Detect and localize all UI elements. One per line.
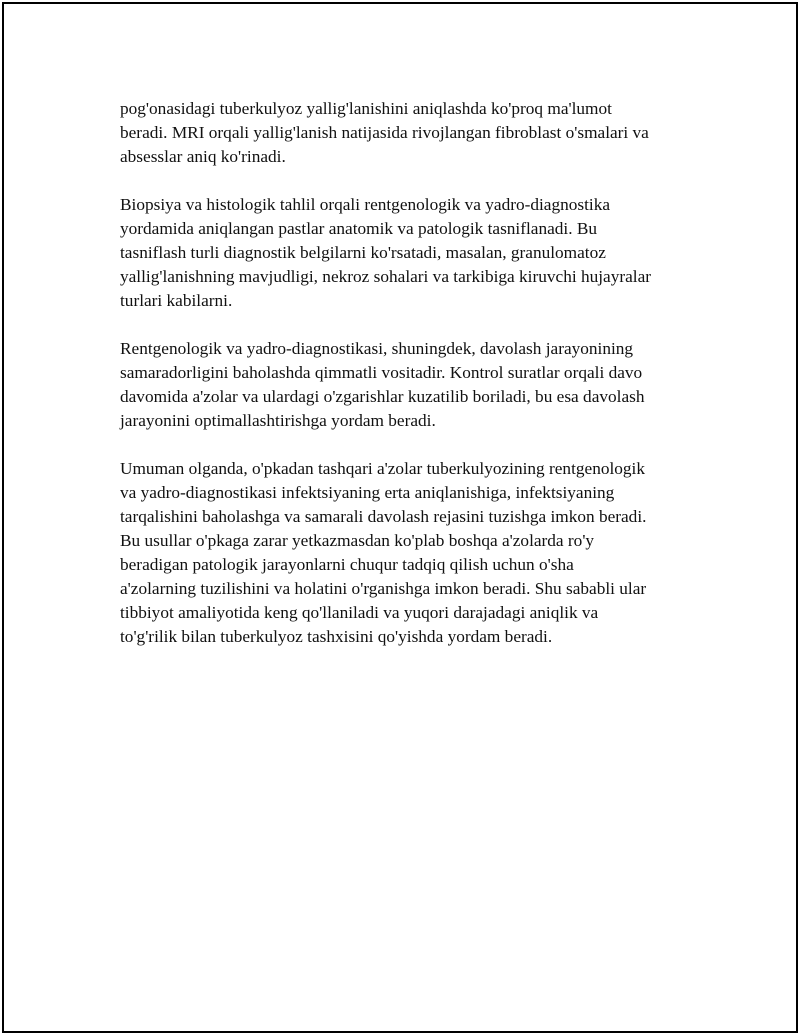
- text-line: yordamida aniqlangan pastlar anatomik va patologik tasniflanadi. Bu: [120, 219, 598, 238]
- paragraph-conclusion: [120, 457, 700, 649]
- text-line: Umuman olganda, o'pkadan tashqari a'zolar tuberkulyozining rentgenologik: [120, 459, 645, 478]
- text-line: Rentgenologik va yadro-diagnostikasi, shuningdek, davolash jarayonining: [120, 339, 634, 358]
- text-line: turlari kabilarni.: [120, 291, 233, 310]
- text-line: beradigan patologik jarayonlarni chuqur tadqiq qilish uchun o'sha: [120, 555, 574, 574]
- text-line: to'g'rilik bilan tuberkulyoz tashxisini qo'yishda yordam beradi.: [120, 627, 553, 646]
- text-line: absesslar aniq ko'rinadi.: [120, 147, 286, 166]
- text-line: samaradorligini baholashda qimmatli vositadir. Kontrol suratlar orqali davo: [120, 363, 643, 382]
- document-body: [120, 97, 700, 673]
- paragraph-mri-findings: [120, 97, 700, 169]
- text-line: Bu usullar o'pkaga zarar yetkazmasdan ko'plab boshqa a'zolarda ro'y: [120, 531, 595, 550]
- text-line: Biopsiya va histologik tahlil orqali rentgenologik va yadro-diagnostika: [120, 195, 611, 214]
- text-line: pog'onasidagi tuberkulyoz yallig'lanishini aniqlashda ko'proq ma'lumot: [120, 99, 612, 118]
- paragraph-biopsy: [120, 193, 700, 313]
- text-line: va yadro-diagnostikasi infektsiyaning erta aniqlanishiga, infektsiyaning: [120, 483, 615, 502]
- text-line: tarqalishini baholashga va samarali davolash rejasini tuzishga imkon beradi.: [120, 507, 647, 526]
- text-line: yallig'lanishning mavjudligi, nekroz sohalari va tarkibiga kiruvchi hujayralar: [120, 267, 652, 286]
- text-line: jarayonini optimallashtirishga yordam beradi.: [120, 411, 436, 430]
- text-line: davomida a'zolar va ulardagi o'zgarishlar kuzatilib boriladi, bu esa davolash: [120, 387, 645, 406]
- document-page: [2, 2, 798, 1033]
- text-line: a'zolarning tuzilishini va holatini o'rganishga imkon beradi. Shu sababli ular: [120, 579, 647, 598]
- text-line: tibbiyot amaliyotida keng qo'llaniladi va yuqori darajadagi aniqlik va: [120, 603, 599, 622]
- text-line: tasniflash turli diagnostik belgilarni ko'rsatadi, masalan, granulomatoz: [120, 243, 606, 262]
- text-line: beradi. MRI orqali yallig'lanish natijasida rivojlangan fibroblast o'smalari va: [120, 123, 649, 142]
- paragraph-treatment-monitoring: [120, 337, 700, 433]
